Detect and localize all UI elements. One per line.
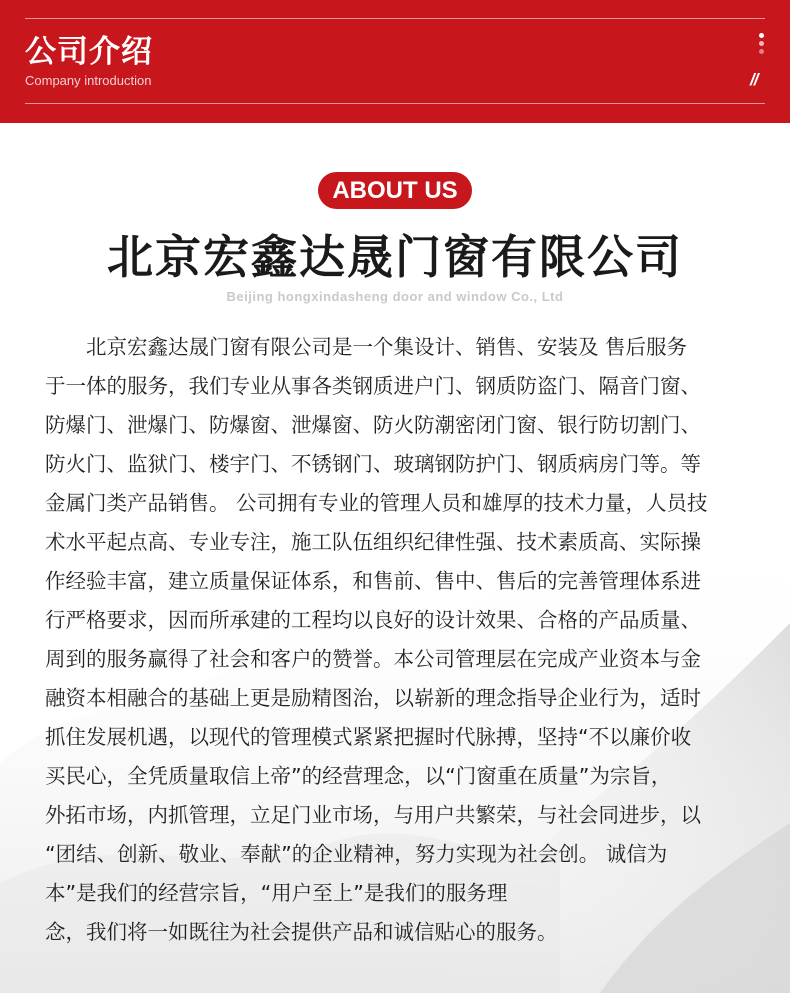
intro-line: 防爆门、泄爆门、防爆窗、泄爆窗、防火防潮密闭门窗、银行防切割门、 <box>45 413 701 437</box>
intro-line: 金属门类产品销售。 公司拥有专业的管理人员和雄厚的技术力量，人员技 <box>45 491 708 515</box>
company-intro-text <box>45 328 760 952</box>
intro-line: 买民心，全凭质量取信上帝”的经营理念，以“门窗重在质量”为宗旨， <box>45 764 672 788</box>
company-name: 北京宏鑫达晟门窗有限公司 <box>107 230 683 284</box>
header-bottom-rule <box>25 103 765 104</box>
about-us-badge: ABOUT US <box>318 172 472 209</box>
section-subtitle: Company introduction <box>25 73 152 88</box>
intro-line: 作经验丰富，建立质量保证体系，和售前、售中、售后的完善管理体系进 <box>45 569 701 593</box>
section-title: 公司介绍 <box>25 34 153 70</box>
intro-line: 融资本相融合的基础上更是励精图治，以崭新的理念指导企业行为，适时 <box>45 686 701 710</box>
intro-line: 防火门、监狱门、楼宇门、不锈钢门、玻璃钢防护门、钢质病房门等。等 <box>45 452 701 476</box>
intro-line: 术水平起点高、专业专注，施工队伍组织纪律性强、技术素质高、实际操 <box>45 530 701 554</box>
intro-line: 抓住发展机遇，以现代的管理模式紧紧把握时代脉搏，坚持“不以廉价收 <box>45 725 692 749</box>
intro-line: 行严格要求，因而所承建的工程均以良好的设计效果、合格的产品质量、 <box>45 608 701 632</box>
intro-line: 念，我们将一如既往为社会提供产品和诚信贴心的服务。 <box>45 920 558 944</box>
vertical-dots-icon[interactable] <box>759 33 765 55</box>
company-name-english: Beijing hongxindasheng door and window Co., Ltd <box>226 289 564 304</box>
header-top-rule <box>25 18 765 19</box>
intro-line: 于一体的服务，我们专业从事各类钢质进户门、钢质防盗门、隔音门窗、 <box>45 374 701 398</box>
double-slash-mark: // <box>750 70 758 89</box>
intro-line: 北京宏鑫达晟门窗有限公司是一个集设计、销售、安装及 售后服务 <box>45 335 688 359</box>
section-header <box>0 0 790 123</box>
intro-line: 本”是我们的经营宗旨，“用户至上”是我们的服务理 <box>45 881 508 905</box>
intro-line: “团结、创新、敬业、奉献”的企业精神，努力实现为社会创。 诚信为 <box>45 842 668 866</box>
intro-line: 外拓市场，内抓管理，立足门业市场，与用户共繁荣，与社会同进步，以 <box>45 803 701 827</box>
intro-line: 周到的服务赢得了社会和客户的赞誉。本公司管理层在完成产业资本与金 <box>45 647 701 671</box>
